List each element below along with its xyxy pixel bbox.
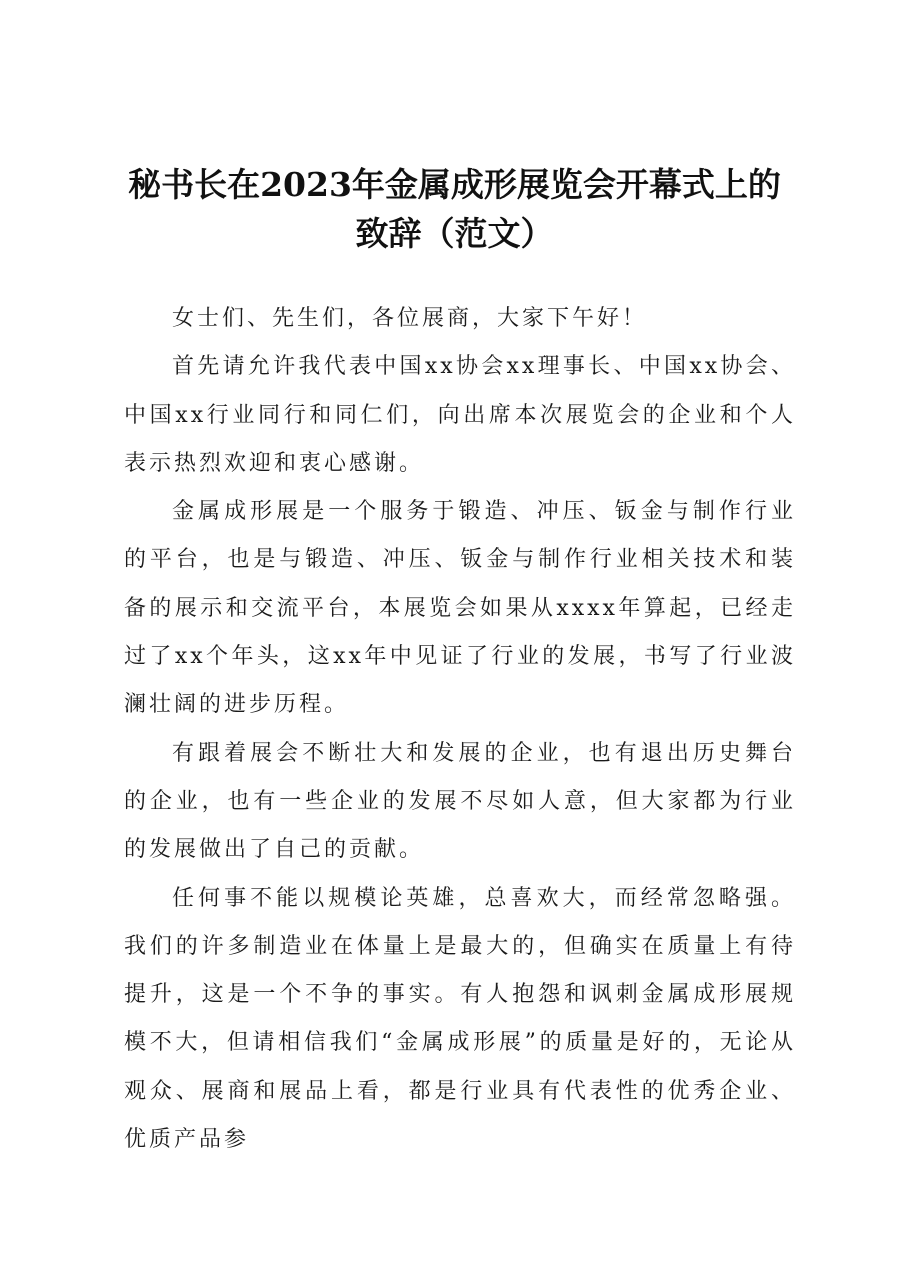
paragraph-greeting: 女士们、先生们，各位展商，大家下午好！: [172, 306, 648, 331]
paragraph-enterprises: 有跟着展会不断壮大和发展的企业，也有退出历史舞台的企业，也有一些企业的发展不尽如人意，但大家都为行业的发展做出了自己的贡献。: [124, 740, 796, 863]
paragraph-exhibition-intro: 金属成形展是一个服务于锻造、冲压、钣金与制作行业的平台，也是与锻造、冲压、钣金与制作行业相关技术和装备的展示和交流平台，本展览会如果从xxxx年算起，已经走过了xx个年头，这xx年中见证了行业的发展，书写了行业波澜壮阔的进步历程。: [124, 499, 796, 718]
document-title: [100, 160, 809, 258]
title-line-2: 致辞（范文）: [355, 214, 554, 253]
paragraph-welcome: 首先请允许我代表中国xx协会xx理事长、中国xx协会、中国xx行业同行和同仁们，向出席本次展览会的企业和个人表示热烈欢迎和衷心感谢。: [124, 354, 796, 476]
paragraph-quality: 任何事不能以规模论英雄，总喜欢大，而经常忽略强。我们的许多制造业在体量上是最大的，但确实在质量上有待提升，这是一个不争的事实。有人抱怨和讽刺金属成形展规模不大，但请相信我们“金属成形展”的质量是好的，无论从观众、展商和展品上看，都是行业具有代表性的优秀企业、优质产品参: [124, 885, 796, 1153]
document-body: [124, 295, 796, 1164]
title-line-1: 秘书长在2023年金属成形展览会开幕式上的: [128, 165, 781, 204]
